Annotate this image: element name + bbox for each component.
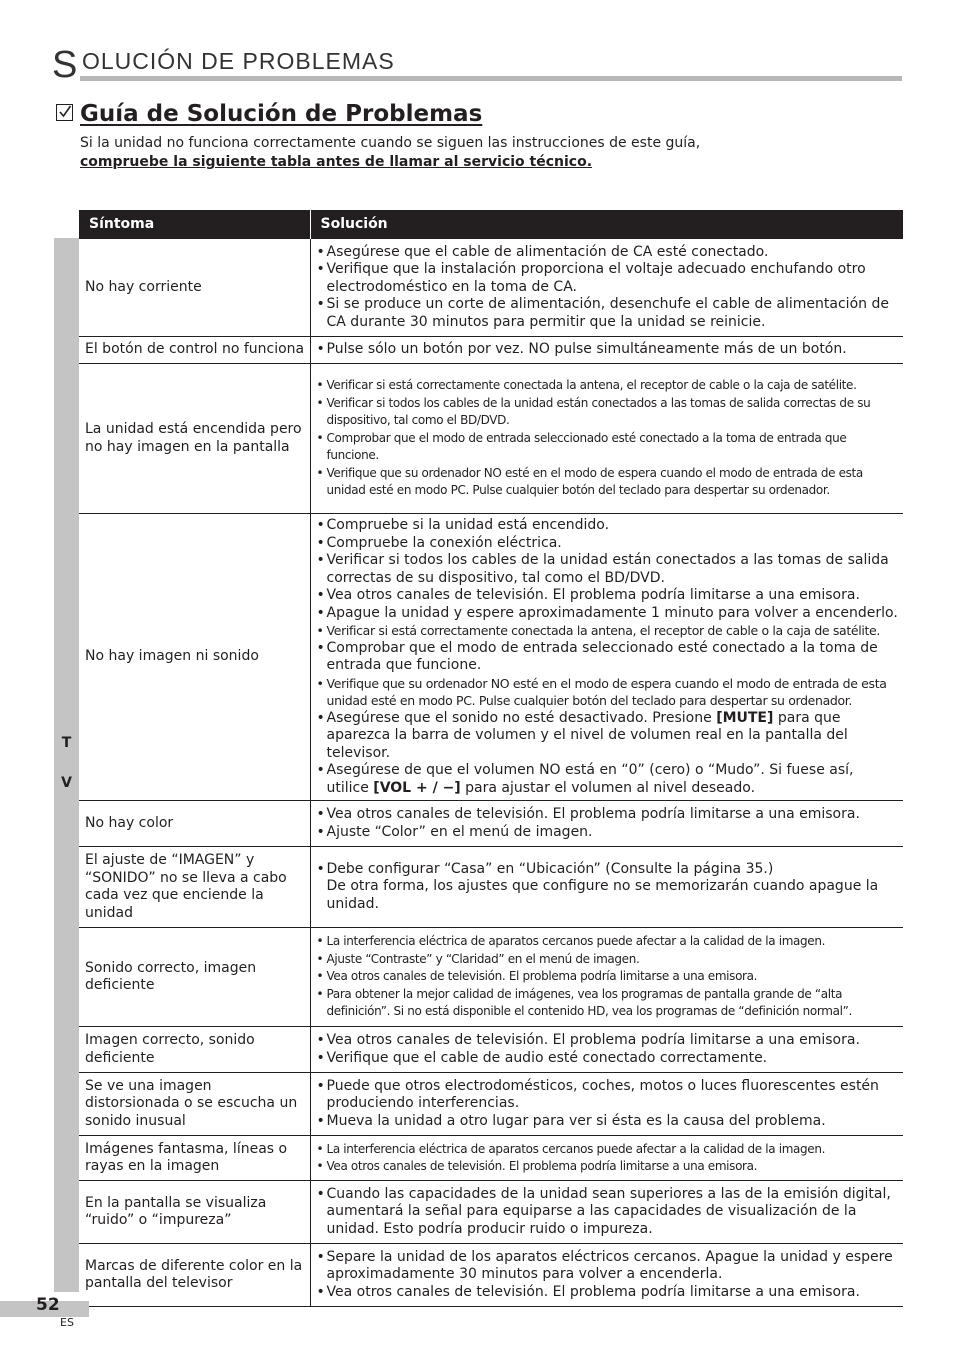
table-row — [79, 1136, 903, 1181]
solution-item: • Comprobar que el modo de entrada seleccionado esté conectado a la toma de entrada que funcione. — [317, 430, 900, 465]
solution-cell — [310, 801, 903, 847]
table-header-row — [79, 210, 903, 239]
solution-cell — [310, 1136, 903, 1181]
solution-item: • Verificar si todos los cables de la unidad están conectados a las tomas de salida correctas de su dispositivo, tal como el BD/DVD. — [317, 552, 900, 587]
symptom-cell: No hay imagen ni sonido — [79, 514, 310, 801]
solution-item: • Debe configurar “Casa” en “Ubicación” (Consulte la página 35.) — [317, 861, 900, 879]
symptom-cell: No hay corriente — [79, 239, 310, 337]
solution-cell — [310, 1073, 903, 1136]
symptom-cell: Imagen correcto, sonido deficiente — [79, 1027, 310, 1073]
solution-item: • Compruebe si la unidad está encendido. — [317, 517, 900, 535]
symptom-cell: En la pantalla se visualiza “ruido” o “impureza” — [79, 1181, 310, 1244]
solution-list — [317, 1141, 900, 1176]
section-header-title: OLUCIÓN DE PROBLEMAS — [82, 48, 395, 74]
tv-side-strip — [54, 238, 79, 1292]
volume-text-pre2: utilice — [326, 779, 374, 796]
table-row — [79, 1027, 903, 1073]
solution-cell — [310, 1181, 903, 1244]
section-header — [52, 40, 902, 84]
symptom-cell: Imágenes fantasma, líneas o rayas en la imagen — [79, 1136, 310, 1181]
header-solution: Solución — [310, 210, 903, 239]
volume-key-label: [VOL + / −] — [373, 779, 461, 796]
solution-item: • Vea otros canales de televisión. El problema podría limitarse a una emisora. — [317, 1284, 900, 1302]
section-header-initial: S — [52, 44, 78, 86]
solution-cell — [310, 239, 903, 337]
solution-continuation: De otra forma, los ajustes que configure no se memorizarán cuando apague la unidad. — [326, 878, 879, 912]
solution-item: • La interferencia eléctrica de aparatos cercanos puede afectar a la calidad de la imagen. — [317, 1141, 900, 1159]
symptom-cell: La unidad está encendida pero no hay imagen en la pantalla — [79, 364, 310, 514]
solution-list — [317, 1249, 900, 1302]
solution-list — [317, 517, 900, 797]
solution-item: • Vea otros canales de televisión. El problema podría limitarse a una emisora. — [317, 968, 900, 986]
solution-item: • La interferencia eléctrica de aparatos cercanos puede afectar a la calidad de la imagen. — [317, 933, 900, 951]
table-row — [79, 364, 903, 514]
solution-item: • Verifique que el cable de audio esté conectado correctamente. — [317, 1050, 900, 1068]
solution-cell — [310, 928, 903, 1027]
mute-text-pre: Asegúrese que el sonido no esté desactivado. Presione — [326, 709, 717, 726]
solution-item: • Verificar si todos los cables de la unidad están conectados a las tomas de salida correctas de su dispositivo, tal como el BD/DVD. — [317, 395, 900, 430]
solution-item: • Verificar si está correctamente conectada la antena, el receptor de cable o la caja de satélite. — [317, 622, 900, 640]
page-number: 52 — [36, 1295, 60, 1315]
solution-cell — [310, 364, 903, 514]
solution-item: • Cuando las capacidades de la unidad sean superiores a las de la emisión digital, aumentará la señal para equiparse a las capacidades de visualización de la unidad. Esto podría producir ruido o impureza. — [317, 1186, 900, 1239]
solution-item: • Pulse sólo un botón por vez. NO pulse simultáneamente más de un botón. — [317, 341, 900, 359]
solution-list — [317, 861, 900, 914]
solution-item: • Mueva la unidad a otro lugar para ver si ésta es la causa del problema. — [317, 1113, 900, 1131]
solution-item: • Compruebe la conexión eléctrica. — [317, 535, 900, 553]
solution-cell — [310, 1027, 903, 1073]
table-row — [79, 801, 903, 847]
solution-list — [317, 933, 900, 1021]
solution-item: • Separe la unidad de los aparatos eléctricos cercanos. Apague la unidad y espere aproximadamente 30 minutos para volver a encenderla. — [317, 1249, 900, 1284]
symptom-cell: Sonido correcto, imagen deficiente — [79, 928, 310, 1027]
solution-item — [317, 710, 900, 763]
intro-line-2: compruebe la siguiente tabla antes de llamar al servicio técnico. — [80, 154, 593, 170]
solution-item: • Vea otros canales de televisión. El problema podría limitarse a una emisora. — [317, 1032, 900, 1050]
solution-cell — [310, 514, 903, 801]
solution-cell — [310, 847, 903, 928]
solution-list — [317, 806, 900, 841]
solution-item — [317, 762, 900, 797]
solution-item: • Vea otros canales de televisión. El problema podría limitarse a una emisora. — [317, 587, 900, 605]
checkbox-icon — [56, 104, 73, 121]
guide-title: Guía de Solución de Problemas — [80, 101, 483, 127]
symptom-cell: Marcas de diferente color en la pantalla del televisor — [79, 1244, 310, 1307]
solution-item: • Vea otros canales de televisión. El problema podría limitarse a una emisora. — [317, 1158, 900, 1176]
solution-list — [317, 341, 900, 359]
solution-item: • Para obtener la mejor calidad de imágenes, vea los programas de pantalla grande de “alta definición”. Si no está disponible el contenido HD, vea los programas de “definición normal”. — [317, 986, 900, 1021]
table-row — [79, 1181, 903, 1244]
table-row — [79, 928, 903, 1027]
header-symptom: Síntoma — [79, 210, 310, 239]
solution-list — [317, 1078, 900, 1131]
table-row — [79, 337, 903, 364]
table-row — [79, 239, 903, 337]
volume-text-pre: Asegúrese de que el volumen NO está en “0” (cero) o “Mudo”. Si fuese así, — [326, 762, 854, 778]
solution-item: • Verificar si está correctamente conectada la antena, el receptor de cable o la caja de satélite. — [317, 377, 900, 395]
symptom-cell: El ajuste de “IMAGEN” y “SONIDO” no se lleva a cabo cada vez que enciende la unidad — [79, 847, 310, 928]
mute-text-post: para que aparezca la barra de volumen y el nivel de volumen real en la pantalla del televisor. — [326, 709, 848, 761]
symptom-cell: No hay color — [79, 801, 310, 847]
table-row — [79, 1073, 903, 1136]
solution-list — [317, 1186, 900, 1239]
solution-item: • Ajuste “Contraste” y “Claridad” en el menú de imagen. — [317, 951, 900, 969]
table-row — [79, 847, 903, 928]
page-language: ES — [60, 1316, 74, 1329]
volume-text-post: para ajustar el volumen al nivel deseado. — [460, 779, 756, 796]
solution-item: • Ajuste “Color” en el menú de imagen. — [317, 824, 900, 842]
solution-item: • Asegúrese que el cable de alimentación de CA esté conectado. — [317, 244, 900, 262]
solution-item: • Verifique que la instalación proporciona el voltaje adecuado enchufando otro electrodoméstico en la toma de CA. — [317, 261, 900, 296]
solution-item: • Si se produce un corte de alimentación, desenchufe el cable de alimentación de CA durante 30 minutos para permitir que la unidad se reinicie. — [317, 296, 900, 331]
solution-item: • Apague la unidad y espere aproximadamente 1 minuto para volver a encenderlo. — [317, 605, 900, 623]
symptom-cell: El botón de control no funciona — [79, 337, 310, 364]
solution-list — [317, 1032, 900, 1067]
mute-key-label: [MUTE] — [716, 709, 774, 726]
intro-line-1: Si la unidad no funciona correctamente cuando se siguen las instrucciones de este guía, — [80, 135, 701, 151]
solution-item: • Vea otros canales de televisión. El problema podría limitarse a una emisora. — [317, 806, 900, 824]
side-letter-v: V — [61, 775, 72, 791]
side-letter-t: T — [61, 735, 72, 751]
solution-item: • Puede que otros electrodomésticos, coches, motos o luces fluorescentes estén produciendo interferencias. — [317, 1078, 900, 1113]
solution-cell — [310, 1244, 903, 1307]
solution-item: • Verifique que su ordenador NO esté en el modo de espera cuando el modo de entrada de esta unidad esté en modo PC. Pulse cualquier botón del teclado para despertar su ordenador. — [317, 675, 900, 710]
table-row — [79, 514, 903, 801]
section-header-rule — [80, 76, 902, 81]
solution-list — [317, 244, 900, 332]
solution-list — [317, 377, 900, 500]
solution-item: • Verifique que su ordenador NO esté en el modo de espera cuando el modo de entrada de esta unidad esté en modo PC. Pulse cualquier botón del teclado para despertar su ordenador. — [317, 465, 900, 500]
solution-cell — [310, 337, 903, 364]
symptom-cell: Se ve una imagen distorsionada o se escucha un sonido inusual — [79, 1073, 310, 1136]
guide-intro — [80, 134, 700, 172]
table-row — [79, 1244, 903, 1307]
solution-item: • Comprobar que el modo de entrada seleccionado esté conectado a la toma de entrada que funcione. — [317, 640, 900, 675]
troubleshooting-table — [79, 210, 903, 1307]
